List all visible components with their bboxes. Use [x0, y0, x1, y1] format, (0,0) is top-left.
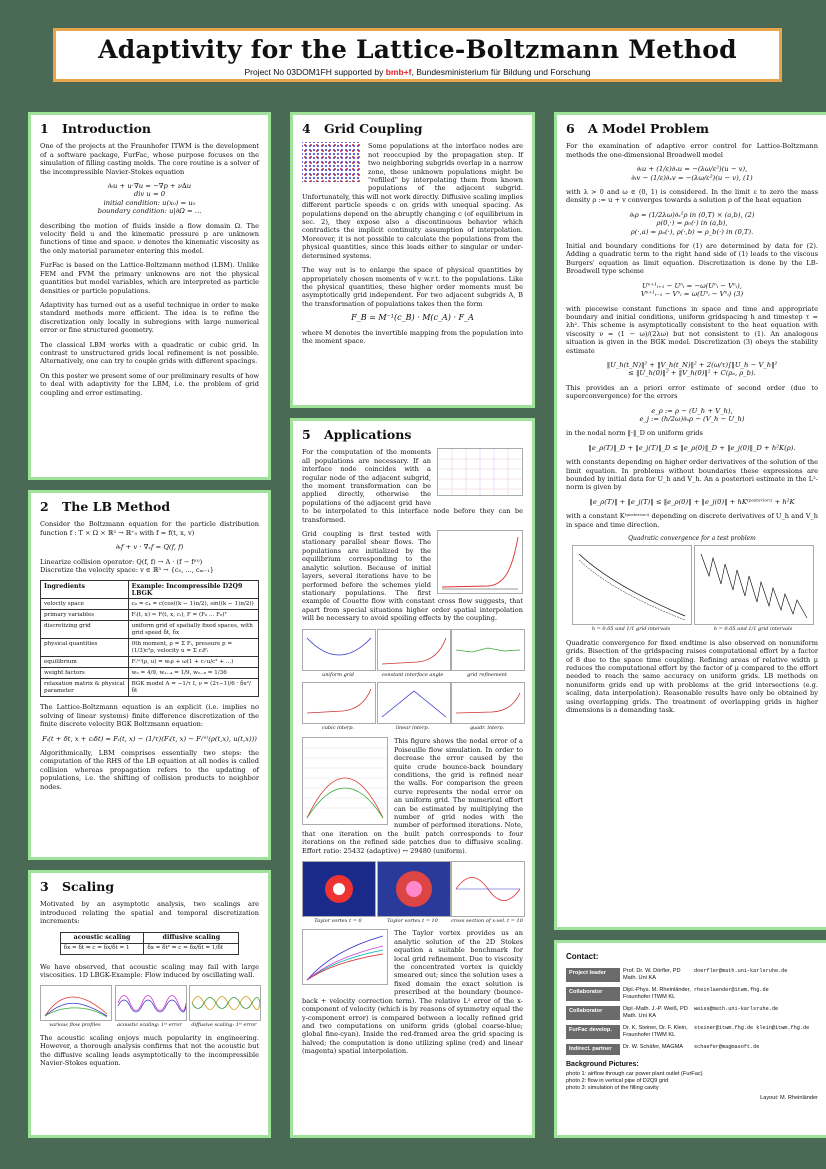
table-header: Example: Incompressible D2Q9 LBGK	[128, 581, 258, 599]
section-heading: 6 A Model Problem	[566, 121, 710, 136]
title-banner	[53, 28, 782, 82]
paragraph: On this poster we present some of our preliminary results of how to deal with adaptivity for the LBM, i.e. the problem of grid coupling and error estimating.	[40, 371, 259, 397]
poiseuille-error-plot	[302, 737, 388, 825]
cross-section-plot	[451, 861, 525, 917]
paragraph: One of the projects at the Fraunhofer ITWM is the development of a software package, FurFac, whose purpose focuses on the simulation of filling casting molds. The core routine is a solver of the incompressible Navier-Stokes equation	[40, 142, 259, 176]
paragraph: with constants depending on higher order derivatives of the solution of the limit equation. In problems without boundaries these expressions are bounded by initial data for U_h and V_h. An a posteriori estimate in the L²-norm is given by	[566, 458, 818, 492]
layout-credit: Layout: M. Rheinländer	[760, 1095, 818, 1101]
funding-logo: bmb+f	[385, 67, 412, 77]
paragraph: Algorithmically, LBM comprises essentially two steps: the computation of the RHS of the LB equation at all nodes is called collision whereas propagation refers to the updating of populations, i.e. the shifting of collision products to neighbor nodes.	[40, 749, 259, 791]
section-model-problem	[554, 112, 826, 930]
paragraph: Quadratic convergence for fixed endtime is also observed on nonuniform grids. Bisection of the gridspacing raises computational effort by a factor of 8 due to the space time coupling. Refining areas of relative width μ reduces the computational effort by the factor of μ compared to the effort needed to reach the same accuracy on uniform grids. LB methods on nonuniform grids end up with problems at the grid intersections (e.g. scaling, data interpolation). Reasonable results have only be obtained by using overlapping grids. The treatment of overlapping grids in higher dimensions is a demanding task.	[566, 638, 818, 715]
couette-flow-plot	[437, 530, 523, 594]
table-header: Ingredients	[41, 581, 129, 599]
figure-caption: grid refinement	[467, 671, 507, 678]
paragraph: Motivated by an asymptotic analysis, two scalings are introduced relating the spatial and temporal discretization increments:	[40, 900, 259, 926]
coupled-grid-illustration	[302, 142, 360, 182]
table-row: relaxation matrix & physical parameter BGK model A = −1/τ I, ν = (2τ−1)/6 · δx²/δt	[41, 679, 259, 697]
diffusive-error-plot	[189, 985, 261, 1021]
section-scaling	[28, 870, 271, 1138]
figure-caption: diffusive scaling: 1ˢᵗ error	[191, 1022, 257, 1029]
table-row: discretizing grid uniform grid of spatially fixed spaces, with grid speed δt, δx	[41, 621, 259, 639]
paragraph: FurFac is based on the Lattice-Boltzmann method (LBM). Unlike FEM and FVM the primary unknowns are not the physical quantities but model variables, which are interpreted as particle densities or particle populations.	[40, 261, 259, 295]
table-row: physical quantities 0th moment, ρ = Σ Fᵢ, pressure p = (1/3)c²ρ, velocity u = Σ cᵢFᵢ	[41, 639, 259, 657]
taylor-vortex-t10-plot	[377, 861, 451, 917]
paragraph: with piecewise constant functions in space and time and appropriate boundary and initial conditions, uniform gridspacing h and timestep τ = λh². This scheme is asymptotically consistent to the heat equation with viscosity ν = (1 − ω)/(2λω) but not consistent to (1). An analogous situation is given in the BGK model. Discretization (3) obeys the stability estimate	[566, 304, 818, 355]
interface-angle-plot	[377, 629, 451, 671]
poster-title: Adaptivity for the Lattice-Boltzmann Method	[98, 35, 737, 64]
table-row: velocity space c₀ = c₄ = c(cos((k − 1)π/2), sin((k − 1)π/2))	[41, 599, 259, 610]
taylor-vortex-t0-plot	[302, 861, 376, 917]
taylor-vortex-row	[302, 861, 523, 925]
equation-heat: ∂ₜρ = (1/2λω)∂ₓ²ρ in (0,T) × (a,b), (2) ρ(0,·) = ρ₀(·) in (a,b), ρ(·,a) = ρₐ(·), ρ(·,b) = ρ_b(·) in (0,T).	[629, 210, 755, 236]
contact-row: FurFac develop. Dr. K. Steiner, Dr. F. Klein, Fraunhofer ITWM KL steiner@itwm.fhg.de klein@itwm.fhg.de	[566, 1025, 818, 1039]
couette-grid-plot	[437, 448, 523, 496]
paragraph: in the nodal norm ‖·‖_D on uniform grids	[566, 429, 703, 438]
figure-caption: cross section of x-vel. t = 10	[451, 918, 523, 925]
figure-caption: acoustic scaling: 1ˢᵗ error	[117, 1022, 182, 1029]
background-item: photo 3: simulation of the filling cavity	[566, 1085, 659, 1091]
paragraph: The classical LBM works with a quadratic or cubic grid. In contrast to unstructured grids local refinement is not possible. Alternatively, one can try to couple grids with different spacings.	[40, 340, 259, 366]
paragraph: This provides an a priori error estimate of second order (due to superconvergence) for the errors	[566, 383, 818, 401]
paragraph: Adaptivity has turned out as a useful technique in order to make standard methods more efficient. The idea is to refine the discretization only locally in subregions with large numerical error or fine structured geometry.	[40, 300, 259, 335]
section-heading: 1 Introduction	[40, 121, 152, 136]
figure-caption: quadr. interp.	[469, 724, 505, 731]
table-row: primary variables Fᵢ(t, x) ≈ F(t, x, cᵢ), F = (F₀ ... F₈)ᵀ	[41, 610, 259, 621]
section-grid-coupling	[290, 112, 535, 408]
subtitle-pre: Project No 03DOM1FH supported by	[244, 67, 386, 77]
subtitle-post: , Bundesministerium für Bildung und Forschung	[411, 67, 591, 77]
section-applications	[290, 418, 535, 1138]
figure-caption: h = 0.05 und 1/1 grid intervals	[591, 626, 671, 633]
table-row: weight factors w₀ = 4/9, w₁..₄ = 1/9, w₅..₈ = 1/36	[41, 668, 259, 679]
figure-caption: Taylor vortex t = 10	[387, 918, 438, 925]
equation-moment-transform: F_B = M⁻¹(c_B) · M(c_A) · F_A	[351, 313, 474, 323]
linear-interp-plot	[377, 682, 451, 724]
section-heading: 2 The LB Method	[40, 499, 171, 514]
figure-caption: linear interp.	[395, 724, 430, 731]
paragraph: where M denotes the invertible mapping from the population into the moment space.	[302, 328, 523, 345]
section-heading: 5 Applications	[302, 427, 412, 442]
convergence-plot-left	[572, 545, 692, 625]
l2-error-plot	[302, 929, 388, 985]
equation-broadwell: ∂ₜu + (1/ε)∂ₓu = −(λω/ε²)(u − v), ∂ₜv − (1/ε)∂ₓv = −(λω/ε²)(u − v), (1)	[631, 165, 753, 182]
paragraph: The acoustic scaling enjoys much popularity in engineering. However, a thorough analysis confirms that not the acoustic but the diffusive scaling leads asymptotically to the incompressible Navier-Stokes equation.	[40, 1033, 259, 1068]
grid-refinement-plot	[451, 629, 525, 671]
figure-caption: various flow profiles	[49, 1022, 101, 1029]
paragraph: We have observed, that acoustic scaling may fail with large viscosities. 1D LBGK-Example: Flow induced by oscillating wall.	[40, 962, 259, 980]
paragraph: The Taylor vortex provides us an analytic solution of the 2D Stokes equation a suitable benchmark for local grid refinement. Due to viscosity the concentrated vortex is quickly smeared out; since the solution uses a fixed domain the exact solution is prescribed at the boundary (bounce-back + velocity correction term). The relative L² error of the x-component of velocity (which is by reasons of symmetry equal the y-component error) is compared between a locally refined grid and two computations on uniform grids (global coarse-blue; global fine-cyan). Inside the red-framed area the grid spacing is halved; the computation is done utilizing spline (red) and linear (magenta) spatial interpolation.	[302, 929, 523, 1056]
paragraph: For the computation of the moments all populations are necessary. If an interface node coincides with a regular node of the adjacent subgrid, the moment transformation can be applied directly, otherwise the populations of the adjacent grid have to be interpolated to this interface node before they can be transformed.	[302, 448, 523, 524]
email-link[interactable]: schaefer@magmasoft.de	[694, 1044, 760, 1050]
section-heading: 3 Scaling	[40, 879, 115, 894]
d2q9-table	[40, 580, 259, 697]
figure-caption: constant interface angle	[381, 671, 444, 678]
uniform-grid-plot	[302, 629, 376, 671]
contact-panel	[554, 940, 826, 1138]
section-heading: 4 Grid Coupling	[302, 121, 423, 136]
equation-errors: e_ρ := ρ − (U_h + V_h), e_j := (h/2ω)∂ₓρ − (V_h − U_h)	[639, 406, 745, 423]
figure-caption: uniform grid	[321, 671, 354, 678]
section-introduction	[28, 112, 271, 480]
contact-row: Collaborator Dipl.-Math. J.-P. Weiß, PD Math. Uni KA weiss@math.uni-karlsruhe.de	[566, 1006, 818, 1020]
quadr-interp-plot	[451, 682, 525, 724]
figure-caption: Taylor vortex t = 0	[314, 918, 362, 925]
contact-heading: Contact:	[566, 952, 599, 961]
email-link[interactable]: weiss@math.uni-karlsruhe.de	[694, 1006, 779, 1012]
acoustic-error-plot	[115, 985, 187, 1021]
paragraph: Linearize collision operator: Q(f, f) → A · (f − f⁽⁰⁾) Discretize the velocity space: v ∈ ℝ³ → {c₀, ..., cₘ₋₁}	[40, 557, 214, 575]
paragraph: Some populations at the interface nodes are not reoccupied by the propagation step. If two neighboring subgrids overlap in a narrow zone, these unknown populations might be "refilled" by interpolating them from known populations of the adjacent subgrid. Unfortunately, this will not work directly. Diffusive scaling implies different particle speeds c on grids with unequal spacing. As populations depend on the abruptly changing c (of equilibrium in sec. 2), they expose also a discontinuous behavior which contradicts the implicit continuity assumption of interpolation. Moreover, it is not possible to calculate the populations from the physical quantities, since this leads either to singular or under-determined systems.	[302, 142, 523, 260]
poster-subtitle	[56, 67, 779, 77]
flow-profiles-plot	[40, 985, 112, 1021]
paragraph: Initial and boundary conditions for (1) are determined by data for (2). Adding a quadratic term to the right hand side of (1) leads to the viscous Burgers' equation as limit equation. Discretization is done by the LB-Broadwell type scheme	[566, 242, 818, 276]
figure-caption: h = 0.05 und 1/1 grid intervals	[713, 626, 793, 633]
scaling-table: acoustic scaling diffusive scaling δx = δt ⇒ c = δx/δt = 1 δx = δt² ⇒ c = δx/δt = 1/δt	[60, 932, 240, 955]
contact-row: Project leader Prof. Dr. W. Dörfler, PD Math. Uni KA doerfler@math.uni-karlsruhe.de	[566, 968, 818, 982]
background-item: photo 1: airflow through car power plant outlet (FurFac)	[566, 1071, 703, 1077]
paragraph: The Lattice-Boltzmann equation is an explicit (i.e. implies no solving of linear systems) finite difference discretization of the finite discrete velocity BGK Boltzmann equation:	[40, 703, 259, 729]
email-link[interactable]: steiner@itwm.fhg.de klein@itwm.fhg.de	[694, 1025, 810, 1031]
equation-stability: ‖U_h(t_N)‖² + ‖V_h(t_N)‖² + 2(ω/τ)∫‖U_h − V_h‖² ≤ ‖U_h(0)‖² + ‖V_h(0)‖² + C(ρₐ, ρ_b).	[606, 360, 778, 378]
paragraph: with λ > 0 and ω ∈ (0, 1) is considered. In the limit ε to zero the mass density ρ := u + v converges towards a solution ρ of the heat equation	[566, 188, 818, 205]
paragraph: For the examination of adaptive error control for Lattice-Boltzmann methods the one-dimensional Broadwell model	[566, 142, 818, 159]
paragraph: Grid coupling is first tested with stationary parallel shear flows. The populations are initialized by the equilibrium corresponding to the analytic solution. Because of initial layers, several iterations have to be performed before the schemes yield stationary populations. The first example of Couette flow with constant cross flow suggests, that apart from special situations higher order spatial interpolation will be necessary to avoid spoiling effects by the coupling.	[302, 530, 523, 623]
equation-a-priori: ‖e_ρ(T)‖_D + ‖e_j(T)‖_D ≤ ‖e_ρ(0)‖_D + ‖e_j(0)‖_D + h²K(ρ).	[588, 443, 796, 452]
coupling-plots-row1	[302, 629, 523, 679]
scaling-figures	[40, 985, 259, 1029]
figure-title: Quadratic convergence for a test problem	[628, 535, 756, 543]
paragraph: The way out is to enlarge the space of physical quantities by appropriately chosen moments of v w.r.t. to the populations. Like the physical quantities, these higher order moments must be asymptotically grid independent. For two adjacent subgrids A, B the transformation of populations takes then the form	[302, 266, 523, 308]
equation-boltzmann: ∂ₜf + v · ∇ₓf = Q(f, f)	[115, 543, 184, 552]
table-row: equilibrium Fᵢ⁽ᵉ⁾(ρ, u) = wᵢρ + ω(1 + cᵢ·u/c² + ...)	[41, 657, 259, 668]
equation-lb-broadwell: Uⁿ⁺¹ᵢ₊₁ − Uⁿᵢ = −ω(Uⁿᵢ − Vⁿᵢ), Vⁿ⁺¹ᵢ₋₁ − Vⁿᵢ = ω(Uⁿᵢ − Vⁿᵢ) (3)	[640, 281, 744, 299]
equation-lattice-boltzmann: Fᵢ(t + δt, x + cᵢδt) = Fᵢ(t, x) − (1/τ)(Fᵢ(t, x) − Fᵢ⁽ᵉ⁾(ρ(t,x), u(t,x)))	[42, 734, 257, 743]
coupling-plots-row2	[302, 682, 523, 732]
cubic-interp-plot	[302, 682, 376, 724]
paragraph: This figure shows the nodal error of a Poiseuille flow simulation. In order to decrease the error caused by the quite crude bounce-back boundary conditions, the grid is refined near the walls. For comparison the green curve represents the nodal error on an uniform grid. The numerical effort can be estimated by multiplying the number of grid nodes with the number of performed iterations. Note, that one iteration on the built patch corresponds to four iterations on the refined side patches due to diffusive scaling. Effort ratio: 25432 (adaptive) ↔ 29480 (uniform).	[302, 737, 523, 855]
paragraph: with a constant K⁽ᵖᵒˢᵗᵉʳⁱᵒʳⁱ⁾ depending on discrete derivatives of U_h and V_h in space and time direction.	[566, 512, 818, 529]
email-link[interactable]: doerfler@math.uni-karlsruhe.de	[694, 968, 788, 974]
contact-row: Indirect. partner Dr. W. Schäfer, MAGMA schaefer@magmasoft.de	[566, 1044, 818, 1055]
equation-navier-stokes: ∂ₜu + u·∇u = −∇p + ν∆u div u = 0 initial condition: u(x₀) = u₀ boundary condition: u|∂Ω = ...	[97, 182, 202, 216]
paragraph: Consider the Boltzmann equation for the particle distribution function f : T × Ω × ℝ³ → ℝ⁺₀ with f = f(t, x, v)	[40, 520, 259, 537]
equation-a-posteriori: ‖e_ρ(T)‖ + ‖e_j(T)‖ ≤ ‖e_ρ(0)‖ + ‖e_j(0)‖ + hK⁽ᵖᵒˢᵗᵉʳⁱᵒʳⁱ⁾ + h²K	[589, 497, 795, 506]
background-heading: Background Pictures:	[566, 1061, 639, 1068]
background-item: photo 2: flow in vertical pipe of D2Q9 grid	[566, 1078, 669, 1084]
convergence-plot-right	[694, 545, 814, 625]
paragraph: describing the motion of fluids inside a flow domain Ω. The velocity field u and the kinematic pressure p are unknown functions of time and space. ν denotes the kinematic viscosity as the only material parameter entering this model.	[40, 221, 259, 255]
contact-row: Collaborator Dipl.-Phys. M. Rheinländer, Fraunhofer ITWM KL rheinlaender@itwm.fhg.de	[566, 987, 818, 1001]
section-lb-method	[28, 490, 271, 860]
figure-caption: cubic interp.	[321, 724, 355, 731]
convergence-figures	[572, 545, 812, 633]
email-link[interactable]: rheinlaender@itwm.fhg.de	[694, 987, 769, 993]
